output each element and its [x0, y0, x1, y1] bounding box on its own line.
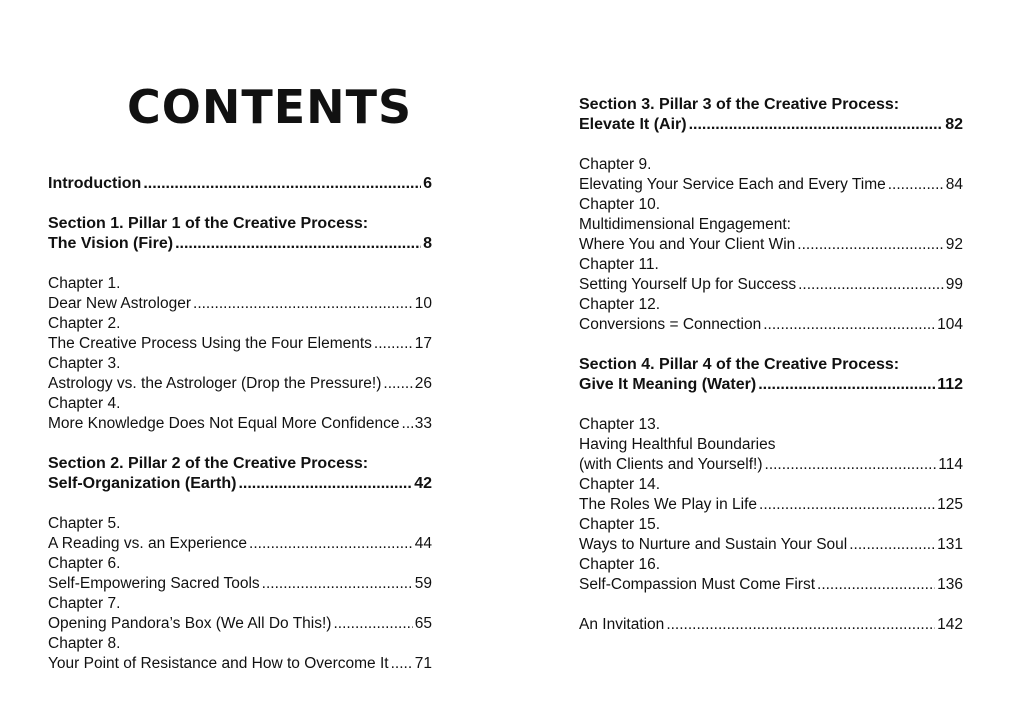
chapter-label: Chapter 13.	[579, 416, 660, 433]
entry-title: More Knowledge Does Not Equal More Confidence	[48, 415, 400, 432]
toc-entry-chapter-9	[579, 175, 963, 195]
dot-leader	[763, 315, 935, 335]
page-number: 82	[945, 116, 963, 133]
entry-title: Elevate It (Air)	[579, 116, 687, 133]
page-number: 136	[937, 576, 963, 593]
dot-leader	[333, 614, 412, 634]
toc-entry-chapter-1	[48, 294, 432, 314]
dot-leader	[391, 654, 413, 674]
dot-leader	[759, 495, 935, 515]
page-number: 42	[414, 475, 432, 492]
entry-title: Where You and Your Client Win	[579, 236, 796, 253]
toc-entry-chapter-12	[579, 315, 963, 335]
chapter-label: Chapter 5.	[48, 515, 121, 532]
chapter-label: Chapter 7.	[48, 595, 121, 612]
dot-leader	[402, 414, 413, 434]
chapter-label: Chapter 14.	[579, 476, 660, 493]
dot-leader	[798, 275, 944, 295]
entry-title: Give It Meaning (Water)	[579, 376, 757, 393]
entry-title: Ways to Nurture and Sustain Your Soul	[579, 536, 848, 553]
page-title: CONTENTS	[127, 80, 413, 134]
page-number: 131	[937, 536, 963, 553]
entry-title: Opening Pandora’s Box (We All Do This!)	[48, 615, 332, 632]
chapter-label: Chapter 11.	[579, 256, 659, 273]
chapter-label: Chapter 2.	[48, 315, 121, 332]
toc-entry-chapter-8	[48, 654, 432, 674]
toc-entry-chapter-6	[48, 574, 432, 594]
toc-entry-section-1	[48, 234, 432, 254]
dot-leader	[249, 534, 413, 554]
entry-title: Self-Compassion Must Come First	[579, 576, 816, 593]
dot-leader	[383, 374, 412, 394]
page-number: 59	[414, 575, 432, 592]
page-number: 99	[945, 276, 963, 293]
dot-leader	[849, 535, 935, 555]
toc-entry-section-2	[48, 474, 432, 494]
dot-leader	[175, 234, 421, 254]
dot-leader	[262, 574, 413, 594]
chapter-label: Chapter 4.	[48, 395, 121, 412]
entry-title: Dear New Astrologer	[48, 295, 192, 312]
entry-title: The Creative Process Using the Four Elements	[48, 335, 372, 352]
entry-title: Introduction	[48, 175, 142, 192]
entry-title: The Vision (Fire)	[48, 235, 174, 252]
toc-entry-introduction	[48, 174, 432, 194]
toc-entry-chapter-16	[579, 575, 963, 595]
chapter-label: Chapter 8.	[48, 635, 121, 652]
toc-left-column	[48, 174, 432, 674]
toc-entry-chapter-14	[579, 495, 963, 515]
entry-title: Conversions = Connection	[579, 316, 762, 333]
entry-title: Elevating Your Service Each and Every Time	[579, 176, 886, 193]
page-number: 33	[414, 415, 432, 432]
entry-title: Self-Empowering Sacred Tools	[48, 575, 260, 592]
section-3-heading: Section 3. Pillar 3 of the Creative Process:	[579, 96, 900, 113]
page-number: 104	[937, 316, 963, 333]
dot-leader	[888, 175, 944, 195]
page-number: 112	[937, 376, 963, 393]
toc-entry-chapter-15	[579, 535, 963, 555]
chapter-label: Chapter 6.	[48, 555, 121, 572]
page-number: 125	[937, 496, 963, 513]
dot-leader	[797, 235, 943, 255]
entry-title: (with Clients and Yourself!)	[579, 456, 763, 473]
chapter-label: Chapter 10.	[579, 196, 660, 213]
entry-title: A Reading vs. an Experience	[48, 535, 248, 552]
page-number: 142	[937, 616, 963, 633]
entry-title: Your Point of Resistance and How to Overcome It	[48, 655, 389, 672]
chapter-label: Chapter 16.	[579, 556, 660, 573]
chapter-label: Chapter 1.	[48, 275, 121, 292]
page-number: 44	[414, 535, 432, 552]
page-number: 8	[423, 235, 432, 252]
entry-title-line: Having Healthful Boundaries	[579, 436, 776, 453]
dot-leader	[238, 474, 412, 494]
chapter-label: Chapter 15.	[579, 516, 660, 533]
page-number: 65	[414, 615, 432, 632]
dot-leader	[758, 375, 935, 395]
page-number: 84	[945, 176, 963, 193]
toc-entry-chapter-5	[48, 534, 432, 554]
dot-leader	[143, 174, 421, 194]
page-number: 10	[414, 295, 432, 312]
toc-entry-chapter-7	[48, 614, 432, 634]
page-number: 114	[938, 456, 963, 473]
toc-entry-section-3	[579, 115, 963, 135]
entry-title-line: Multidimensional Engagement:	[579, 216, 791, 233]
page-number: 26	[414, 375, 432, 392]
chapter-label: Chapter 9.	[579, 156, 652, 173]
entry-title: Setting Yourself Up for Success	[579, 276, 797, 293]
page-number: 71	[414, 655, 432, 672]
toc-entry-section-4	[579, 375, 963, 395]
section-2-heading: Section 2. Pillar 2 of the Creative Process:	[48, 455, 369, 472]
page-number: 6	[423, 175, 432, 192]
dot-leader	[689, 115, 944, 135]
entry-title: Astrology vs. the Astrologer (Drop the Pressure!)	[48, 375, 382, 392]
page-number: 17	[414, 335, 432, 352]
toc-entry-chapter-4	[48, 414, 432, 434]
toc-entry-chapter-3	[48, 374, 432, 394]
toc-right-column	[579, 95, 963, 635]
entry-title: An Invitation	[579, 616, 665, 633]
entry-title: The Roles We Play in Life	[579, 496, 758, 513]
chapter-label: Chapter 12.	[579, 296, 660, 313]
toc-entry-chapter-13	[579, 455, 963, 475]
toc-entry-chapter-11	[579, 275, 963, 295]
toc-entry-chapter-10	[579, 235, 963, 255]
dot-leader	[817, 575, 935, 595]
dot-leader	[374, 334, 413, 354]
section-4-heading: Section 4. Pillar 4 of the Creative Process:	[579, 356, 900, 373]
entry-title: Self-Organization (Earth)	[48, 475, 237, 492]
dot-leader	[765, 455, 937, 475]
chapter-label: Chapter 3.	[48, 355, 121, 372]
toc-entry-chapter-2	[48, 334, 432, 354]
page-number: 92	[945, 236, 963, 253]
toc-entry-invitation	[579, 615, 963, 635]
dot-leader	[193, 294, 413, 314]
section-1-heading: Section 1. Pillar 1 of the Creative Process:	[48, 215, 369, 232]
dot-leader	[666, 615, 935, 635]
